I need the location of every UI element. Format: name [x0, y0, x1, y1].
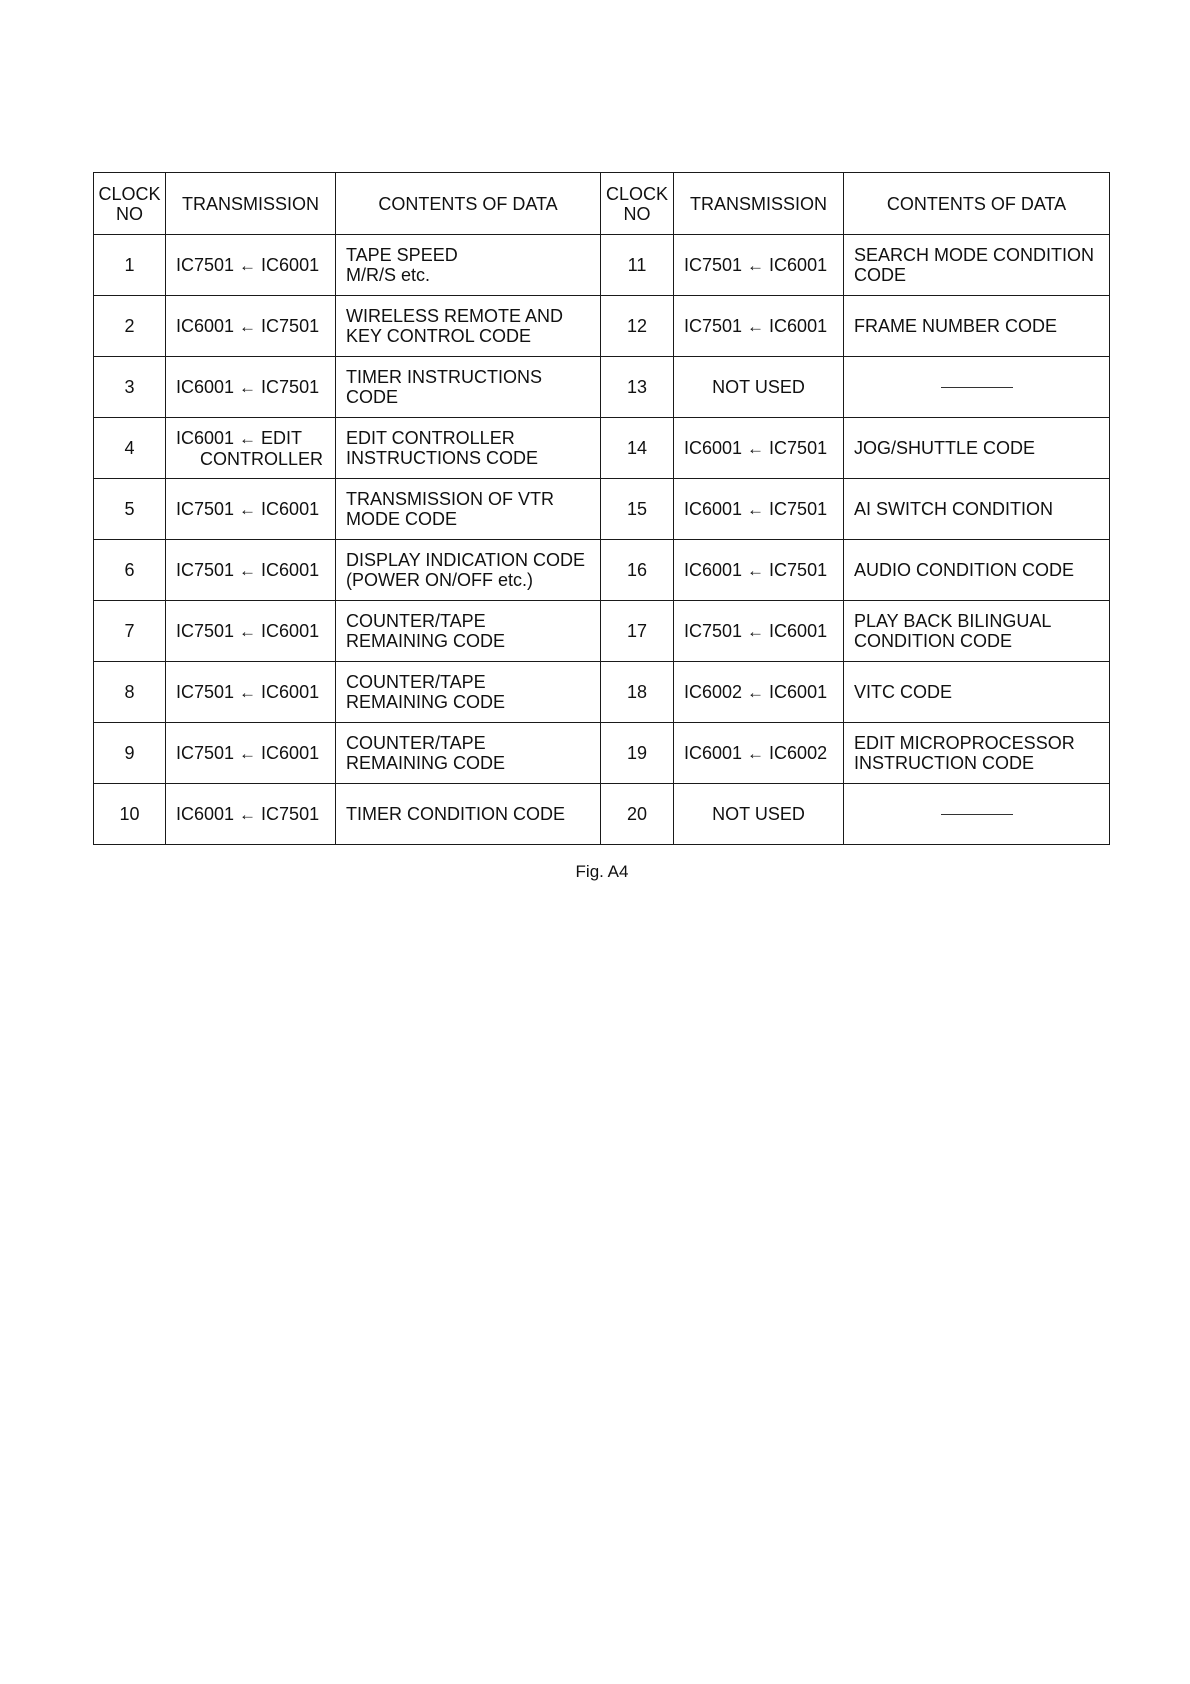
header-clock-no-right: CLOCK NO: [601, 173, 674, 235]
transmission-cell-right: [674, 479, 844, 540]
contents-cell-left: WIRELESS REMOTE AND KEY CONTROL CODE: [336, 296, 601, 357]
left-arrow-icon: ←: [239, 428, 257, 448]
header-transmission-left: TRANSMISSION: [166, 173, 336, 235]
table-row: [94, 662, 1110, 723]
left-arrow-icon: ←: [747, 499, 765, 519]
transmission-source: IC7501: [261, 803, 320, 824]
transmission-cell-right: [674, 296, 844, 357]
transmission-destination: IC6001: [684, 498, 743, 519]
table-row: [94, 235, 1110, 296]
transmission-destination: IC6001: [176, 803, 235, 824]
transmission-cell-left: [166, 418, 336, 479]
transmission-not-used: NOT USED: [712, 377, 805, 397]
clock-no-cell-left: 7: [94, 601, 166, 662]
transmission-cell-left: [166, 540, 336, 601]
transmission-destination: IC6002: [684, 681, 743, 702]
clock-no-cell-right: 20: [601, 784, 674, 845]
transmission-destination: IC6001: [176, 315, 235, 336]
transmission-source: IC7501: [769, 437, 828, 458]
contents-cell-left: COUNTER/TAPE REMAINING CODE: [336, 601, 601, 662]
clock-no-cell-left: 5: [94, 479, 166, 540]
dash-line: [941, 387, 1013, 388]
left-arrow-icon: ←: [239, 499, 257, 519]
clock-no-cell-right: 14: [601, 418, 674, 479]
transmission-source: IC7501: [261, 376, 320, 397]
transmission-destination: IC7501: [176, 742, 235, 763]
contents-cell-right: [844, 784, 1110, 845]
clock-no-cell-left: 4: [94, 418, 166, 479]
transmission-source: IC6001: [769, 254, 828, 275]
transmission-cell-right: [674, 723, 844, 784]
clock-no-cell-left: 3: [94, 357, 166, 418]
dash-line: [941, 814, 1013, 815]
clock-no-cell-right: 15: [601, 479, 674, 540]
transmission-destination: IC7501: [176, 254, 235, 275]
transmission-cell-right: [674, 540, 844, 601]
left-arrow-icon: ←: [239, 804, 257, 824]
contents-cell-right: AI SWITCH CONDITION: [844, 479, 1110, 540]
contents-cell-right: EDIT MICROPROCESSOR INSTRUCTION CODE: [844, 723, 1110, 784]
left-arrow-icon: ←: [239, 377, 257, 397]
contents-cell-left: EDIT CONTROLLER INSTRUCTIONS CODE: [336, 418, 601, 479]
contents-cell-left: TRANSMISSION OF VTR MODE CODE: [336, 479, 601, 540]
transmission-destination: IC7501: [176, 498, 235, 519]
contents-cell-right: [844, 357, 1110, 418]
clock-no-cell-right: 12: [601, 296, 674, 357]
clock-no-cell-left: 9: [94, 723, 166, 784]
table-row: [94, 357, 1110, 418]
clock-no-cell-right: 16: [601, 540, 674, 601]
clock-no-cell-left: 8: [94, 662, 166, 723]
transmission-destination: IC6001: [176, 427, 235, 448]
transmission-destination: IC7501: [176, 559, 235, 580]
table-row: [94, 296, 1110, 357]
left-arrow-icon: ←: [747, 438, 765, 458]
transmission-destination: IC7501: [684, 620, 743, 641]
clock-no-cell-right: 13: [601, 357, 674, 418]
contents-cell-right: SEARCH MODE CONDITION CODE: [844, 235, 1110, 296]
clock-no-cell-right: 19: [601, 723, 674, 784]
transmission-source: IC6001: [769, 315, 828, 336]
table-row: [94, 479, 1110, 540]
transmission-cell-left: [166, 723, 336, 784]
transmission-source: IC6001: [261, 559, 320, 580]
transmission-not-used: NOT USED: [712, 804, 805, 824]
transmission-cell-right: [674, 418, 844, 479]
transmission-destination: IC7501: [176, 620, 235, 641]
transmission-cell-left: [166, 296, 336, 357]
left-arrow-icon: ←: [239, 255, 257, 275]
transmission-destination: IC7501: [684, 315, 743, 336]
clock-no-cell-left: 1: [94, 235, 166, 296]
contents-cell-left: TIMER INSTRUCTIONS CODE: [336, 357, 601, 418]
figure-caption: [0, 862, 1190, 882]
left-arrow-icon: ←: [239, 743, 257, 763]
transmission-cell-left: [166, 357, 336, 418]
contents-cell-left: TIMER CONDITION CODE: [336, 784, 601, 845]
transmission-source: IC6001: [261, 498, 320, 519]
table-row: [94, 540, 1110, 601]
transmission-destination: IC7501: [176, 681, 235, 702]
left-arrow-icon: ←: [747, 743, 765, 763]
transmission-destination: IC6001: [684, 437, 743, 458]
left-arrow-icon: ←: [239, 316, 257, 336]
transmission-destination: IC6001: [684, 742, 743, 763]
clock-no-cell-left: 2: [94, 296, 166, 357]
clock-no-cell-left: 10: [94, 784, 166, 845]
header-contents-right: CONTENTS OF DATA: [844, 173, 1110, 235]
clock-data-table: [93, 172, 1110, 845]
header-transmission-right: TRANSMISSION: [674, 173, 844, 235]
transmission-cell-left: [166, 784, 336, 845]
transmission-cell-right: [674, 662, 844, 723]
left-arrow-icon: ←: [747, 316, 765, 336]
left-arrow-icon: ←: [747, 682, 765, 702]
transmission-source: IC6001: [261, 254, 320, 275]
clock-no-cell-right: 18: [601, 662, 674, 723]
clock-no-cell-right: 17: [601, 601, 674, 662]
table-body: [94, 235, 1110, 845]
transmission-source-line2: CONTROLLER: [199, 448, 323, 469]
transmission-destination: IC6001: [684, 559, 743, 580]
transmission-cell-right: [674, 357, 844, 418]
contents-cell-right: JOG/SHUTTLE CODE: [844, 418, 1110, 479]
transmission-destination: IC7501: [684, 254, 743, 275]
transmission-source: IC6002: [769, 742, 828, 763]
transmission-cell-left: [166, 601, 336, 662]
left-arrow-icon: ←: [239, 621, 257, 641]
table-row: [94, 601, 1110, 662]
transmission-cell-left: [166, 235, 336, 296]
contents-cell-right: PLAY BACK BILINGUAL CONDITION CODE: [844, 601, 1110, 662]
clock-no-cell-left: 6: [94, 540, 166, 601]
contents-cell-left: COUNTER/TAPE REMAINING CODE: [336, 662, 601, 723]
table-row: [94, 723, 1110, 784]
contents-cell-left: COUNTER/TAPE REMAINING CODE: [336, 723, 601, 784]
table-row: [94, 418, 1110, 479]
transmission-source: IC6001: [261, 742, 320, 763]
contents-cell-left: DISPLAY INDICATION CODE (POWER ON/OFF etc.): [336, 540, 601, 601]
header-contents-left: CONTENTS OF DATA: [336, 173, 601, 235]
transmission-source: IC7501: [769, 498, 828, 519]
transmission-cell-left: [166, 479, 336, 540]
header-clock-no-left: CLOCK NO: [94, 173, 166, 235]
transmission-source: EDIT: [261, 427, 303, 448]
transmission-cell-left: [166, 662, 336, 723]
clock-no-cell-right: 11: [601, 235, 674, 296]
left-arrow-icon: ←: [747, 560, 765, 580]
transmission-source: IC6001: [261, 620, 320, 641]
left-arrow-icon: ←: [747, 621, 765, 641]
table-header-row: [94, 173, 1110, 235]
left-arrow-icon: ←: [239, 560, 257, 580]
transmission-destination: IC6001: [176, 376, 235, 397]
contents-cell-left: TAPE SPEED M/R/S etc.: [336, 235, 601, 296]
contents-cell-right: FRAME NUMBER CODE: [844, 296, 1110, 357]
transmission-source: IC6001: [769, 681, 828, 702]
left-arrow-icon: ←: [239, 682, 257, 702]
figure-caption-text: Fig. A4: [575, 862, 629, 881]
contents-cell-right: VITC CODE: [844, 662, 1110, 723]
transmission-cell-right: [674, 235, 844, 296]
transmission-source: IC7501: [261, 315, 320, 336]
contents-cell-right: AUDIO CONDITION CODE: [844, 540, 1110, 601]
transmission-source: IC6001: [261, 681, 320, 702]
transmission-source: IC6001: [769, 620, 828, 641]
transmission-source: IC7501: [769, 559, 828, 580]
left-arrow-icon: ←: [747, 255, 765, 275]
transmission-cell-right: [674, 601, 844, 662]
transmission-cell-right: [674, 784, 844, 845]
table-row: [94, 784, 1110, 845]
